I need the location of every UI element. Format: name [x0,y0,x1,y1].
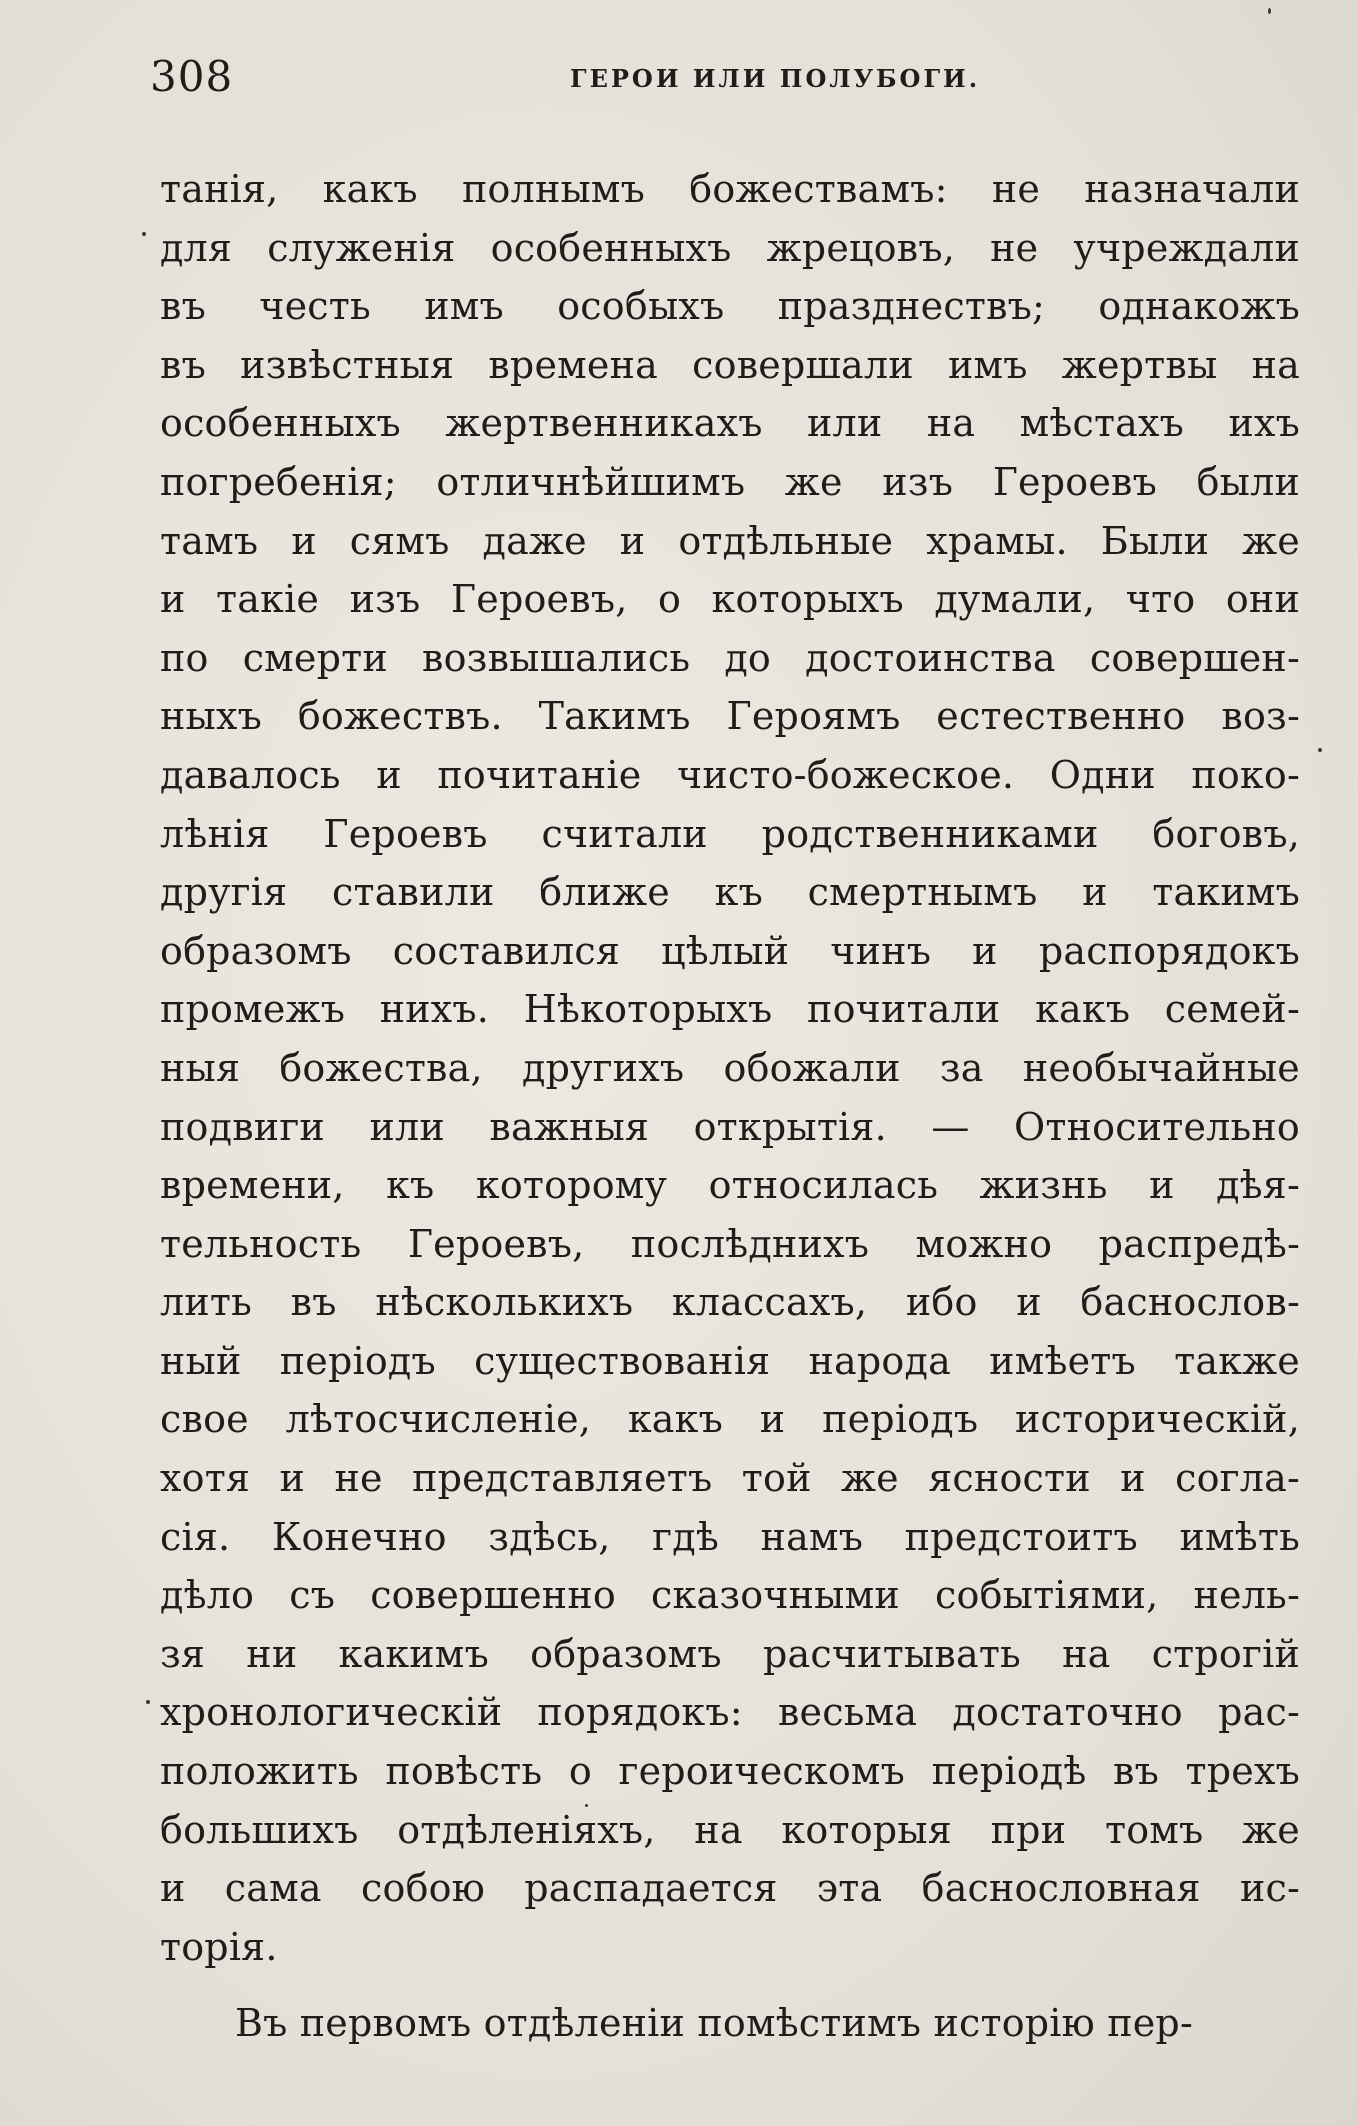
text-line: и сама собою распадается эта баснословная ис- [160,1866,1300,1911]
text-line: зя ни какимъ образомъ расчитывать на строгій [160,1631,1300,1676]
text-line: танія, какъ полнымъ божествамъ: не назначали [160,167,1300,211]
text-line: сія. Конечно здѣсь, гдѣ намъ предстоитъ имѣть [160,1514,1300,1559]
text-line: лить въ нѣсколькихъ классахъ, ибо и баснослов- [160,1280,1300,1325]
text-line: и такіе изъ Героевъ, о которыхъ думали, что они [160,577,1300,622]
text-line: погребенія; отличнѣйшимъ же изъ Героевъ были [160,459,1300,504]
print-speck [1318,748,1322,752]
text-line: ныхъ божествъ. Такимъ Героямъ естественно воз- [160,694,1300,739]
text-line: тамъ и сямъ даже и отдѣльные храмы. Были же [160,518,1300,563]
text-line: дѣло съ совершенно сказочными событіями, нель- [160,1573,1300,1618]
text-line-last: торія. [160,1924,278,1969]
text-line: другія ставили ближе къ смертнымъ и такимъ [160,870,1300,915]
text-line: большихъ отдѣленіяхъ, на которыя при томъ же [160,1807,1300,1852]
print-speck [142,232,146,236]
text-line: образомъ составился цѣлый чинъ и распорядокъ [160,928,1300,973]
text-line: промежъ нихъ. Нѣкоторыхъ почитали какъ семей- [160,987,1300,1032]
page-header [150,52,1300,112]
running-head: ГЕРОИ ИЛИ ПОЛУБОГИ. [570,64,981,93]
print-speck [146,1700,150,1704]
text-line: по смерти возвышались до достоинства совершен- [160,635,1300,680]
text-line: въ извѣстныя времена совершали имъ жертвы на [160,342,1300,387]
text-line: въ честь имъ особыхъ празднествъ; однакожъ [160,284,1300,329]
next-paragraph-line: Въ первомъ отдѣленіи помѣстимъ исторію пер- [235,2001,1193,2046]
text-line: тельность Героевъ, послѣднихъ можно распредѣ- [160,1221,1300,1266]
text-line: подвиги или важныя открытія. — Относительно [160,1104,1300,1149]
text-line: давалось и почитаніе чисто-божеское. Одни поко- [160,752,1300,797]
print-speck [1268,8,1271,14]
text-line: для служенія особенныхъ жрецовъ, не учреждали [160,225,1300,270]
print-speck [585,1804,588,1807]
text-line: хронологическій порядокъ: весьма достаточно рас- [160,1690,1300,1735]
text-line: ный періодъ существованія народа имѣетъ также [160,1338,1300,1383]
text-line: времени, къ которому относилась жизнь и дѣя- [160,1163,1300,1208]
text-line: ныя божества, другихъ обожали за необычайные [160,1045,1300,1090]
page-number: 308 [150,52,234,101]
text-line: свое лѣтосчисленіе, какъ и періодъ историческій, [160,1397,1300,1442]
text-line: особенныхъ жертвенникахъ или на мѣстахъ ихъ [160,401,1300,446]
text-line: лѣнія Героевъ считали родственниками боговъ, [160,811,1300,856]
text-line: положить повѣсть о героическомъ періодѣ въ трехъ [160,1749,1300,1794]
body-text [160,160,1300,2053]
text-line: хотя и не представляетъ той же ясности и согла- [160,1456,1300,1501]
